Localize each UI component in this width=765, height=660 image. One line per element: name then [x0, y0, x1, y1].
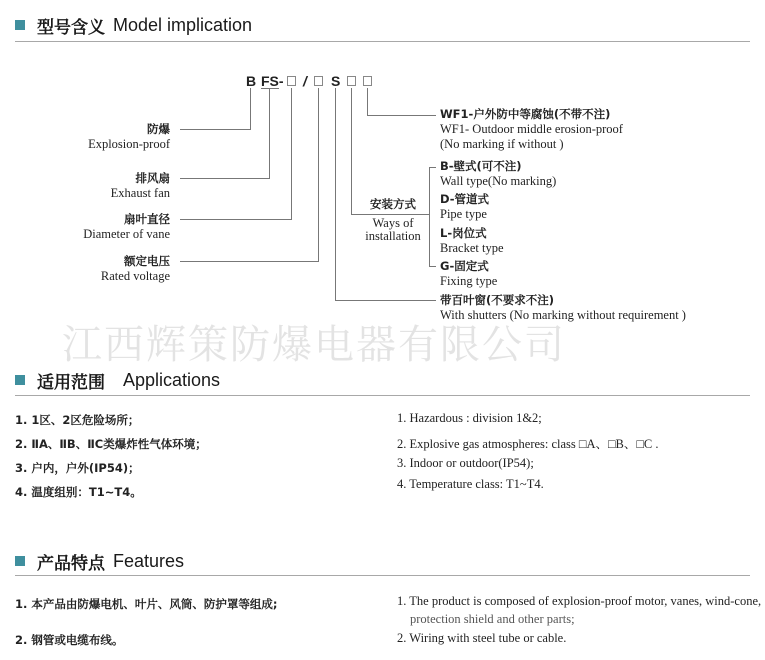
label-rated-voltage: [101, 254, 170, 284]
connector-voltage: [180, 88, 319, 262]
install-type-wall: [440, 159, 556, 189]
label-en-note: (No marking if without ): [440, 137, 564, 151]
label-en: Bracket type: [440, 241, 504, 255]
label-en-2: installation: [365, 229, 421, 243]
application-item-cn: 1. 1区、2区危险场所；: [15, 413, 140, 427]
label-cn: 安装方式: [370, 197, 416, 211]
label-wf1: [440, 107, 623, 152]
label-en: Rated voltage: [100, 269, 170, 283]
feature-item-cn: 2. 钢管或电缆布线。: [15, 633, 124, 647]
label-cn: 带百叶窗(不要求不注): [440, 293, 555, 307]
connector-b: [180, 88, 251, 130]
connector-diameter: [180, 88, 292, 220]
section-divider: [15, 575, 750, 576]
label-en: Ways of: [372, 216, 414, 230]
section-title-cn: 产品特点: [37, 553, 105, 574]
section-header-applications: [15, 368, 220, 392]
application-item-en: 1. Hazardous : division 1&2;: [397, 411, 542, 425]
section-header-features: [15, 549, 184, 573]
label-en: Wall type(No marking): [440, 174, 557, 188]
label-cn: WF1-户外防中等腐蚀(不带不注): [440, 107, 611, 121]
label-cn: 额定电压: [124, 254, 170, 268]
connector-installation: [352, 88, 430, 215]
connector-shutters: [336, 88, 437, 301]
label-en: WF1- Outdoor middle erosion-proof: [440, 122, 623, 136]
application-item-en: 4. Temperature class: T1~T4.: [397, 477, 544, 491]
section-title-en: Model implication: [113, 14, 253, 35]
connector-fs: [180, 88, 270, 179]
label-en: Explosion-proof: [88, 137, 170, 151]
square-bullet-icon: [15, 375, 25, 385]
company-watermark: 江西辉策防爆电器有限公司: [62, 324, 566, 366]
application-item-cn: 3. 户内，户外(IP54)；: [15, 461, 140, 475]
code-fs: FS-: [261, 73, 284, 89]
application-item-cn: 2. ⅡA、ⅡB、ⅡC类爆炸性气体环境；: [15, 437, 207, 451]
section-title-cn: 适用范围: [37, 372, 105, 393]
application-item-en: 3. Indoor or outdoor(IP54);: [397, 456, 534, 470]
square-bullet-icon: [15, 556, 25, 566]
label-cn: 排风扇: [135, 171, 170, 185]
label-cn: 防爆: [147, 122, 170, 136]
install-type-pipe: [440, 192, 489, 222]
label-cn: G-固定式: [440, 259, 489, 273]
code-b: B: [246, 73, 257, 89]
feature-item-en: 2. Wiring with steel tube or cable.: [397, 631, 567, 645]
section-title-en: Features: [113, 550, 185, 571]
application-item-en: 2. Explosive gas atmospheres: class □A、□B、□C .: [397, 437, 659, 451]
install-type-fixing: [440, 259, 497, 289]
label-en: Diameter of vane: [83, 227, 170, 241]
code-placeholder-installation: [347, 76, 356, 86]
connector-wf1: [368, 88, 437, 116]
section-title-en: Applications: [123, 369, 221, 390]
label-exhaust-fan: [111, 171, 170, 201]
label-en: With shutters (No marking without requirement ): [440, 308, 686, 322]
application-item-cn: 4. 温度组别：T1~T4。: [15, 485, 142, 499]
label-en: Pipe type: [440, 207, 487, 221]
feature-item-en: 1. The product is composed of explosion-proof motor, vanes, wind-cone,: [397, 594, 762, 608]
label-en: Fixing type: [440, 274, 498, 288]
label-cn: L-岗位式: [440, 226, 487, 240]
code-s: S: [331, 73, 341, 89]
label-cn: B-壁式(可不注): [440, 159, 522, 173]
label-cn: 扇叶直径: [124, 212, 170, 226]
label-cn: D-管道式: [440, 192, 490, 206]
code-slash: /: [303, 73, 307, 89]
section-title-cn: 型号含义: [37, 17, 105, 38]
label-diameter: [83, 212, 170, 242]
install-bracket: [430, 168, 437, 267]
feature-item-cn: 1. 本产品由防爆电机、叶片、风筒、防护罩等组成;: [15, 597, 278, 611]
label-explosion-proof: [88, 122, 170, 152]
label-en: Exhaust fan: [110, 186, 170, 200]
code-placeholder-voltage: [314, 76, 323, 86]
code-placeholder-diameter: [287, 76, 296, 86]
section-divider: [15, 395, 750, 396]
label-installation: [360, 197, 426, 243]
install-type-bracket: [440, 226, 504, 256]
feature-item-en-cont: protection shield and other parts;: [410, 612, 575, 626]
label-shutters: [440, 293, 686, 323]
code-placeholder-wf1: [363, 76, 372, 86]
